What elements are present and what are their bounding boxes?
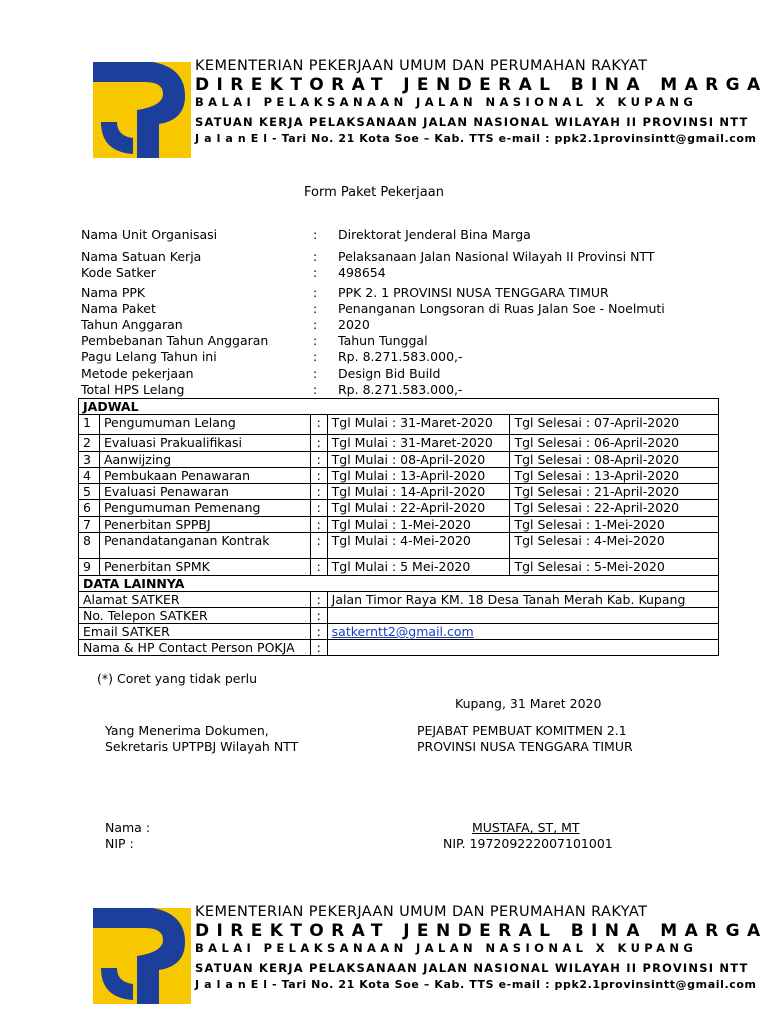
schedule-no: 8 — [79, 533, 100, 559]
schedule-colon: : — [310, 559, 327, 576]
field-colon: : — [313, 285, 318, 300]
satker-name: SATUAN KERJA PELAKSANAAN JALAN NASIONAL WILAYAH II PROVINSI NTT — [195, 961, 749, 975]
field-colon: : — [313, 317, 318, 332]
schedule-start: Tgl Mulai : 1-Mei-2020 — [327, 517, 510, 533]
signatory-name: MUSTAFA, ST, MT — [472, 820, 580, 835]
jadwal-heading: JADWAL — [79, 399, 719, 415]
schedule-no: 9 — [79, 559, 100, 576]
field-label: Nama Paket — [81, 301, 156, 316]
schedule-end: Tgl Selesai : 13-April-2020 — [510, 468, 719, 484]
schedule-start: Tgl Mulai : 22-April-2020 — [327, 500, 510, 517]
ministry-name: KEMENTERIAN PEKERJAAN UMUM DAN PERUMAHAN RAKYAT — [195, 904, 648, 920]
other-data-label: Alamat SATKER — [79, 592, 311, 608]
nama-label: Nama : — [105, 820, 151, 835]
schedule-start: Tgl Mulai : 31-Maret-2020 — [327, 435, 510, 452]
schedule-end: Tgl Selesai : 07-April-2020 — [510, 415, 719, 435]
other-data-row — [79, 640, 719, 656]
field-label: Metode pekerjaan — [81, 366, 194, 381]
email-link[interactable]: satkerntt2@gmail.com — [331, 624, 474, 639]
letterhead-text — [195, 904, 768, 993]
directorate-name: DIREKTORAT JENDERAL BINA MARGA — [195, 75, 768, 95]
other-data-row — [79, 592, 719, 608]
schedule-row — [79, 559, 719, 576]
address-line: J a l a n E l - Tari No. 21 Kota Soe – Kab. TTS e-mail : ppk2.1provinsintt@gmail.com — [195, 132, 757, 145]
other-data-value — [327, 592, 718, 608]
right-sign-line1: PEJABAT PEMBUAT KOMITMEN 2.1 — [417, 723, 627, 738]
ministry-name: KEMENTERIAN PEKERJAAN UMUM DAN PERUMAHAN RAKYAT — [195, 58, 648, 74]
signatory-nip: NIP. 197209222007101001 — [443, 836, 613, 851]
schedule-end: Tgl Selesai : 22-April-2020 — [510, 500, 719, 517]
pupr-logo-icon — [93, 908, 191, 1004]
schedule-activity: Evaluasi Prakualifikasi — [99, 435, 310, 452]
field-colon: : — [313, 249, 318, 264]
schedule-no: 3 — [79, 452, 100, 468]
field-label: Pagu Lelang Tahun ini — [81, 349, 217, 364]
note-text: (*) Coret yang tidak perlu — [97, 671, 258, 686]
schedule-colon: : — [310, 435, 327, 452]
field-colon: : — [313, 265, 318, 280]
schedule-no: 2 — [79, 435, 100, 452]
right-sign-line2: PROVINSI NUSA TENGGARA TIMUR — [417, 739, 633, 754]
schedule-end: Tgl Selesai : 5-Mei-2020 — [510, 559, 719, 576]
field-value: Design Bid Build — [338, 366, 441, 381]
schedule-no: 5 — [79, 484, 100, 500]
schedule-start: Tgl Mulai : 13-April-2020 — [327, 468, 510, 484]
schedule-colon: : — [310, 415, 327, 435]
other-data-label: No. Telepon SATKER — [79, 608, 311, 624]
schedule-row — [79, 468, 719, 484]
schedule-no: 6 — [79, 500, 100, 517]
schedule-activity: Pengumuman Lelang — [99, 415, 310, 435]
field-colon: : — [313, 382, 318, 397]
schedule-no: 4 — [79, 468, 100, 484]
field-value: Penanganan Longsoran di Ruas Jalan Soe - Noelmuti — [338, 301, 665, 316]
other-data-label: Email SATKER — [79, 624, 311, 640]
other-data-colon: : — [310, 608, 327, 624]
schedule-colon: : — [310, 468, 327, 484]
schedule-colon: : — [310, 517, 327, 533]
data-lainnya-heading: DATA LAINNYA — [79, 576, 719, 592]
field-value: Tahun Tunggal — [338, 333, 428, 348]
field-label: Tahun Anggaran — [81, 317, 183, 332]
schedule-row — [79, 452, 719, 468]
field-label: Nama Unit Organisasi — [81, 227, 218, 242]
schedule-no: 1 — [79, 415, 100, 435]
schedule-row — [79, 415, 719, 435]
schedule-activity: Penerbitan SPPBJ — [99, 517, 310, 533]
field-value: Direktorat Jenderal Bina Marga — [338, 227, 531, 242]
satker-name: SATUAN KERJA PELAKSANAAN JALAN NASIONAL WILAYAH II PROVINSI NTT — [195, 115, 749, 129]
field-colon: : — [313, 301, 318, 316]
other-data-colon: : — [310, 592, 327, 608]
other-data-label: Nama & HP Contact Person POKJA — [79, 640, 311, 656]
other-data-colon: : — [310, 640, 327, 656]
schedule-start: Tgl Mulai : 08-April-2020 — [327, 452, 510, 468]
schedule-activity: Penandatanganan Kontrak — [99, 533, 310, 559]
field-colon: : — [313, 366, 318, 381]
field-value: PPK 2. 1 PROVINSI NUSA TENGGARA TIMUR — [338, 285, 609, 300]
schedule-colon: : — [310, 484, 327, 500]
balai-name: BALAI PELAKSANAAN JALAN NASIONAL X KUPANG — [195, 941, 698, 955]
field-label: Total HPS Lelang — [81, 382, 185, 397]
field-colon: : — [313, 333, 318, 348]
schedule-row — [79, 500, 719, 517]
field-colon: : — [313, 349, 318, 364]
other-data-row — [79, 624, 719, 640]
form-title: Form Paket Pekerjaan — [304, 185, 444, 200]
schedule-table — [78, 398, 719, 656]
field-value: Rp. 8.271.583.000,- — [338, 349, 463, 364]
schedule-activity: Evaluasi Penawaran — [99, 484, 310, 500]
left-sign-line2: Sekretaris UPTPBJ Wilayah NTT — [105, 739, 299, 754]
schedule-start: Tgl Mulai : 14-April-2020 — [327, 484, 510, 500]
field-label: Nama PPK — [81, 285, 146, 300]
field-value: 2020 — [338, 317, 370, 332]
directorate-name: DIREKTORAT JENDERAL BINA MARGA — [195, 921, 768, 941]
schedule-row — [79, 517, 719, 533]
pupr-logo-icon — [93, 62, 191, 158]
schedule-activity: Pengumuman Pemenang — [99, 500, 310, 517]
other-data-value — [327, 608, 718, 624]
other-data-text: Jalan Timor Raya KM. 18 Desa Tanah Merah Kab. Kupang — [331, 592, 686, 607]
schedule-activity: Pembukaan Penawaran — [99, 468, 310, 484]
balai-name: BALAI PELAKSANAAN JALAN NASIONAL X KUPANG — [195, 95, 698, 109]
schedule-start: Tgl Mulai : 31-Maret-2020 — [327, 415, 510, 435]
schedule-row — [79, 484, 719, 500]
section-row — [79, 576, 719, 592]
schedule-colon: : — [310, 500, 327, 517]
schedule-activity: Penerbitan SPMK — [99, 559, 310, 576]
other-data-colon: : — [310, 624, 327, 640]
schedule-end: Tgl Selesai : 4-Mei-2020 — [510, 533, 719, 559]
left-sign-line1: Yang Menerima Dokumen, — [105, 723, 269, 738]
schedule-colon: : — [310, 452, 327, 468]
schedule-colon: : — [310, 533, 327, 559]
nip-label: NIP : — [105, 836, 134, 851]
schedule-end: Tgl Selesai : 08-April-2020 — [510, 452, 719, 468]
field-value: Pelaksanaan Jalan Nasional Wilayah II Provinsi NTT — [338, 249, 655, 264]
schedule-end: Tgl Selesai : 06-April-2020 — [510, 435, 719, 452]
schedule-activity: Aanwijzing — [99, 452, 310, 468]
place-date: Kupang, 31 Maret 2020 — [455, 696, 602, 711]
schedule-end: Tgl Selesai : 21-April-2020 — [510, 484, 719, 500]
field-colon: : — [313, 227, 318, 242]
schedule-start: Tgl Mulai : 5 Mei-2020 — [327, 559, 510, 576]
other-data-value — [327, 640, 718, 656]
field-label: Kode Satker — [81, 265, 156, 280]
schedule-no: 7 — [79, 517, 100, 533]
field-value: 498654 — [338, 265, 386, 280]
section-row — [79, 399, 719, 415]
schedule-row — [79, 435, 719, 452]
other-data-value[interactable] — [327, 624, 718, 640]
schedule-row — [79, 533, 719, 559]
field-label: Nama Satuan Kerja — [81, 249, 202, 264]
other-data-row — [79, 608, 719, 624]
letterhead-text — [195, 58, 768, 147]
schedule-end: Tgl Selesai : 1-Mei-2020 — [510, 517, 719, 533]
schedule-start: Tgl Mulai : 4-Mei-2020 — [327, 533, 510, 559]
address-line: J a l a n E l - Tari No. 21 Kota Soe – Kab. TTS e-mail : ppk2.1provinsintt@gmail.com — [195, 978, 757, 991]
field-label: Pembebanan Tahun Anggaran — [81, 333, 269, 348]
field-value: Rp. 8.271.583.000,- — [338, 382, 463, 397]
